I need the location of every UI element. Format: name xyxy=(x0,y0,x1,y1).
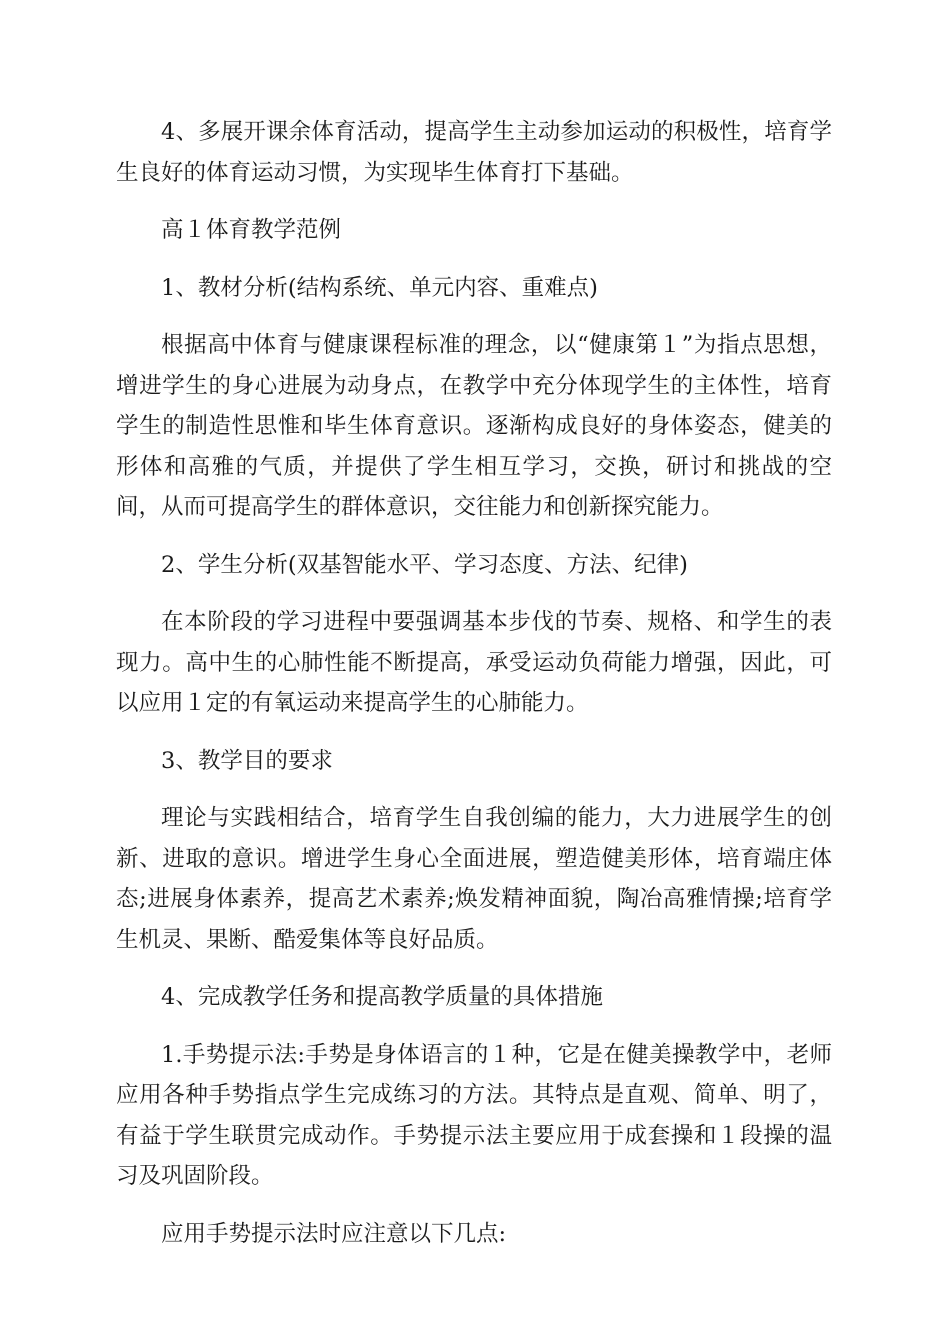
heading-teaching-goals: 3、教学目的要求 xyxy=(161,747,333,774)
paragraph-material-analysis: 根据高中体育与健康课程标准的理念，以“健康第１”为指点思想，增进学生的身心进展为动身点，在教学中充分体现学生的主体性，培育学生的制造性思惟和毕生体育意识。逐渐构成良好的身体姿态，健美的形体和高雅的气质，并提供了学生相互学习，交换，研讨和挑战的空间，从而可提高学生的群体意识，交往能力和创新探究能力。 xyxy=(116,332,832,520)
paragraph-gesture-notes: 应用手势提示法时应注意以下几点: xyxy=(161,1220,507,1247)
paragraph-teaching-goals: 理论与实践相结合，培育学生自我创编的能力，大力进展学生的创新、进取的意识。增进学生身心全面进展，塑造健美形体，培育端庄体态;进展身体素养，提高艺术素养;焕发精神面貌，陶冶高雅情操;培育学生机灵、果断、酷爱集体等良好品质。 xyxy=(116,805,832,953)
document-page xyxy=(116,112,832,1254)
heading-material-analysis: 1、教材分析(结构系统、单元内容、重难点) xyxy=(161,274,598,301)
paragraph-student-analysis: 在本阶段的学习进程中要强调基本步伐的节奏、规格、和学生的表现力。高中生的心肺性能不断提高，承受运动负荷能力增强，因此，可以应用１定的有氧运动来提高学生的心肺能力。 xyxy=(116,609,832,716)
section-title: 高１体育教学范例 xyxy=(161,217,342,243)
paragraph-activities: 4、多展开课余体育活动，提高学生主动参加运动的积极性，培育学生良好的体育运动习惯，为实现毕生体育打下基础。 xyxy=(116,119,832,186)
heading-student-analysis: 2、学生分析(双基智能水平、学习态度、方法、纪律) xyxy=(161,551,688,578)
heading-measures: 4、完成教学任务和提高教学质量的具体措施 xyxy=(161,984,603,1010)
paragraph-gesture-method: 1.手势提示法:手势是身体语言的１种，它是在健美操教学中，老师应用各种手势指点学生完成练习的方法。其特点是直观、简单、明了，有益于学生联贯完成动作。手势提示法主要应用于成套操和１段操的温习及巩固阶段。 xyxy=(116,1041,832,1189)
